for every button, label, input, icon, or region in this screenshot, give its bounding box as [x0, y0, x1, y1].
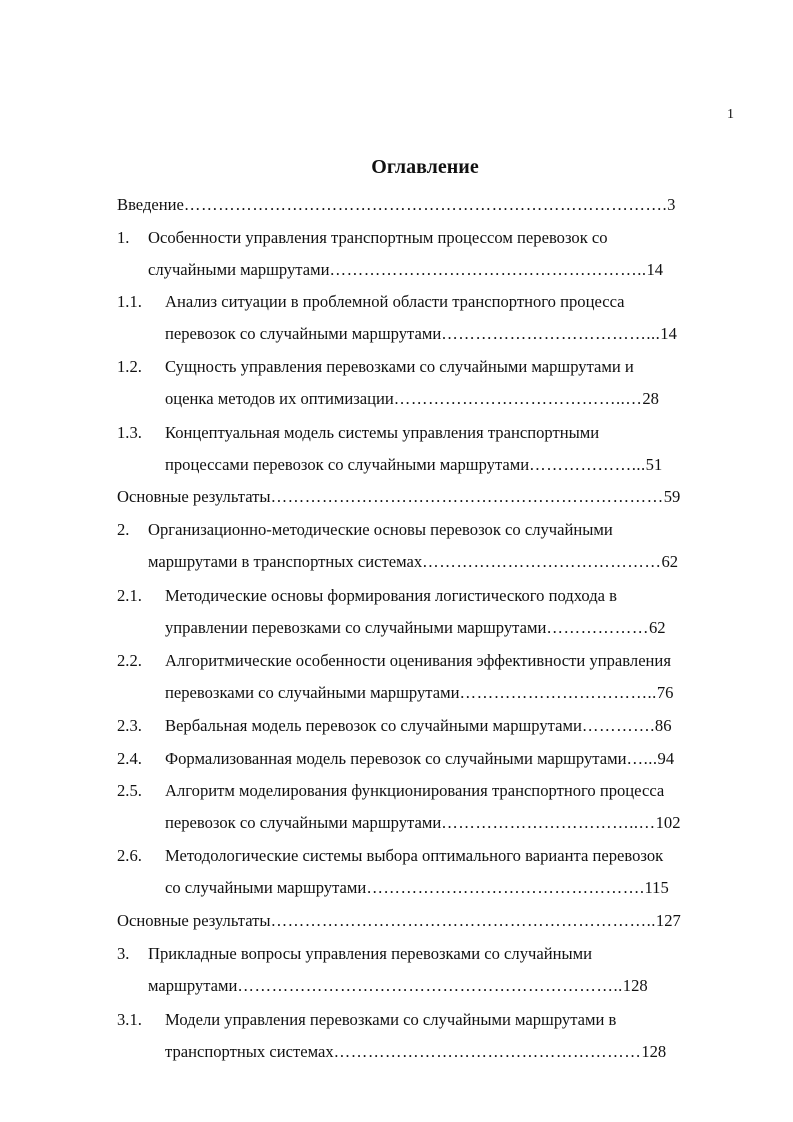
toc-text: Основные результаты	[117, 487, 271, 506]
toc-text: Организационно-методические основы перевозок со случайными	[148, 520, 613, 539]
toc-number: 2.2.	[117, 651, 142, 670]
toc-dots: ………………………………………………..	[329, 260, 647, 279]
toc-text: Формализованная модель перевозок со случайными маршрутами	[165, 749, 627, 768]
toc-dots: ………………	[546, 618, 649, 637]
toc-entry-3-1	[117, 1010, 616, 1030]
toc-page: 86	[654, 716, 672, 735]
toc-page: 14	[660, 324, 677, 343]
toc-page: 62	[661, 552, 679, 571]
toc-heading: Оглавление	[371, 156, 479, 178]
toc-text: Методологические системы выбора оптимального варианта перевозок	[165, 846, 664, 865]
toc-dots: ……………………………..	[459, 683, 657, 702]
toc-number: 1.	[117, 228, 130, 247]
toc-page: 127	[655, 911, 681, 930]
toc-dots: …...	[626, 749, 658, 768]
toc-entry-3-1-cont	[165, 1042, 666, 1062]
toc-dots: ………………………………………………………………………….	[183, 195, 668, 214]
toc-entry-results-2	[117, 911, 681, 931]
toc-dots: ………….	[581, 716, 655, 735]
toc-dots: ……………………………………………………………	[270, 487, 664, 506]
toc-entry-3	[117, 944, 592, 964]
toc-text: оценка методов их оптимизации	[165, 389, 394, 408]
toc-text: со случайными маршрутами	[165, 878, 367, 897]
toc-text: случайными маршрутами	[148, 260, 330, 279]
toc-page: 59	[663, 487, 681, 506]
toc-text: Модели управления перевозками со случайными маршрутами в	[165, 1010, 617, 1029]
toc-dots: ………………………………...	[441, 324, 661, 343]
toc-text: Методические основы формирования логистического подхода в	[165, 586, 618, 605]
toc-number: 2.3.	[117, 716, 142, 735]
toc-entry-1-cont	[148, 260, 663, 280]
toc-page: 62	[648, 618, 666, 637]
toc-text: перевозками со случайными маршрутами	[165, 683, 460, 702]
toc-entry-1-2-cont	[165, 389, 659, 409]
toc-entry-2-2-cont	[165, 683, 673, 703]
toc-number: 3.	[117, 944, 130, 963]
toc-entry-1	[117, 228, 608, 248]
toc-number: 2.	[117, 520, 130, 539]
toc-text: Сущность управления перевозками со случайными маршрутами и	[165, 357, 634, 376]
toc-page: 3	[667, 195, 676, 214]
toc-entry-1-3	[117, 423, 599, 443]
toc-text: Особенности управления транспортным процессом перевозок со	[148, 228, 608, 247]
toc-number: 1.3.	[117, 423, 142, 442]
toc-page: 128	[641, 1042, 667, 1061]
toc-number: 3.1.	[117, 1010, 142, 1029]
toc-entry-2-3	[117, 716, 672, 736]
toc-entry-2-6-cont	[165, 878, 669, 898]
toc-number: 1.1.	[117, 292, 142, 311]
toc-entry-2-6	[117, 846, 663, 866]
page-title	[0, 156, 793, 179]
toc-entry-2-1	[117, 586, 617, 606]
toc-entry-2-5	[117, 781, 664, 801]
toc-text: перевозок со случайными маршрутами	[165, 324, 442, 343]
toc-entry-intro	[117, 195, 675, 215]
toc-dots: ……………………………………	[422, 552, 662, 571]
toc-page: 128	[622, 976, 648, 995]
toc-entry-2	[117, 520, 613, 540]
toc-text: Анализ ситуации в проблемной области транспортного процесса	[165, 292, 625, 311]
toc-text: маршрутами в транспортных системах	[148, 552, 423, 571]
toc-entry-1-1-cont	[165, 324, 677, 344]
page-number: 1	[727, 107, 734, 122]
toc-text: перевозок со случайными маршрутами	[165, 813, 442, 832]
toc-number: 2.6.	[117, 846, 142, 865]
toc-page: 76	[656, 683, 674, 702]
toc-page: 51	[645, 455, 663, 474]
toc-entry-1-1	[117, 292, 625, 312]
toc-number: 2.1.	[117, 586, 142, 605]
toc-text: процессами перевозок со случайными маршрутами	[165, 455, 530, 474]
toc-entry-1-3-cont	[165, 455, 662, 475]
toc-dots: ………………………………………………	[333, 1042, 642, 1061]
toc-entry-3-cont	[148, 976, 648, 996]
toc-entry-2-5-cont	[165, 813, 681, 833]
toc-page: 94	[657, 749, 675, 768]
toc-text: Введение	[117, 195, 184, 214]
toc-entry-2-4	[117, 749, 674, 769]
toc-entry-2-1-cont	[165, 618, 666, 638]
toc-entry-1-2	[117, 357, 634, 377]
toc-page: 14	[646, 260, 664, 279]
toc-text: транспортных системах	[165, 1042, 334, 1061]
toc-dots: ………………...	[529, 455, 646, 474]
toc-dots: ……………………………..…	[441, 813, 656, 832]
toc-page: 102	[655, 813, 681, 832]
toc-dots: ………………………………………….	[366, 878, 645, 897]
toc-text: Алгоритм моделирования функционирования транспортного процесса	[165, 781, 665, 800]
toc-dots: …………………………………………………………..	[270, 911, 656, 930]
toc-entry-2-2	[117, 651, 671, 671]
toc-text: маршрутами	[148, 976, 238, 995]
toc-number: 1.2.	[117, 357, 142, 376]
toc-dots: …………………………………..…	[393, 389, 643, 408]
toc-entry-results-1	[117, 487, 680, 507]
toc-entry-2-cont	[148, 552, 678, 572]
toc-text: Алгоритмические особенности оценивания эффективности управления	[165, 651, 671, 670]
toc-text: управлении перевозками со случайными маршрутами	[165, 618, 547, 637]
toc-number: 2.4.	[117, 749, 142, 768]
toc-text: Концептуальная модель системы управления транспортными	[165, 423, 600, 442]
toc-dots: …………………………………………………………..	[237, 976, 623, 995]
toc-page: 115	[644, 878, 669, 897]
toc-number: 2.5.	[117, 781, 142, 800]
toc-text: Прикладные вопросы управления перевозками со случайными	[148, 944, 593, 963]
toc-text: Основные результаты	[117, 911, 271, 930]
toc-text: Вербальная модель перевозок со случайными маршрутами	[165, 716, 582, 735]
toc-page: 28	[642, 389, 659, 408]
